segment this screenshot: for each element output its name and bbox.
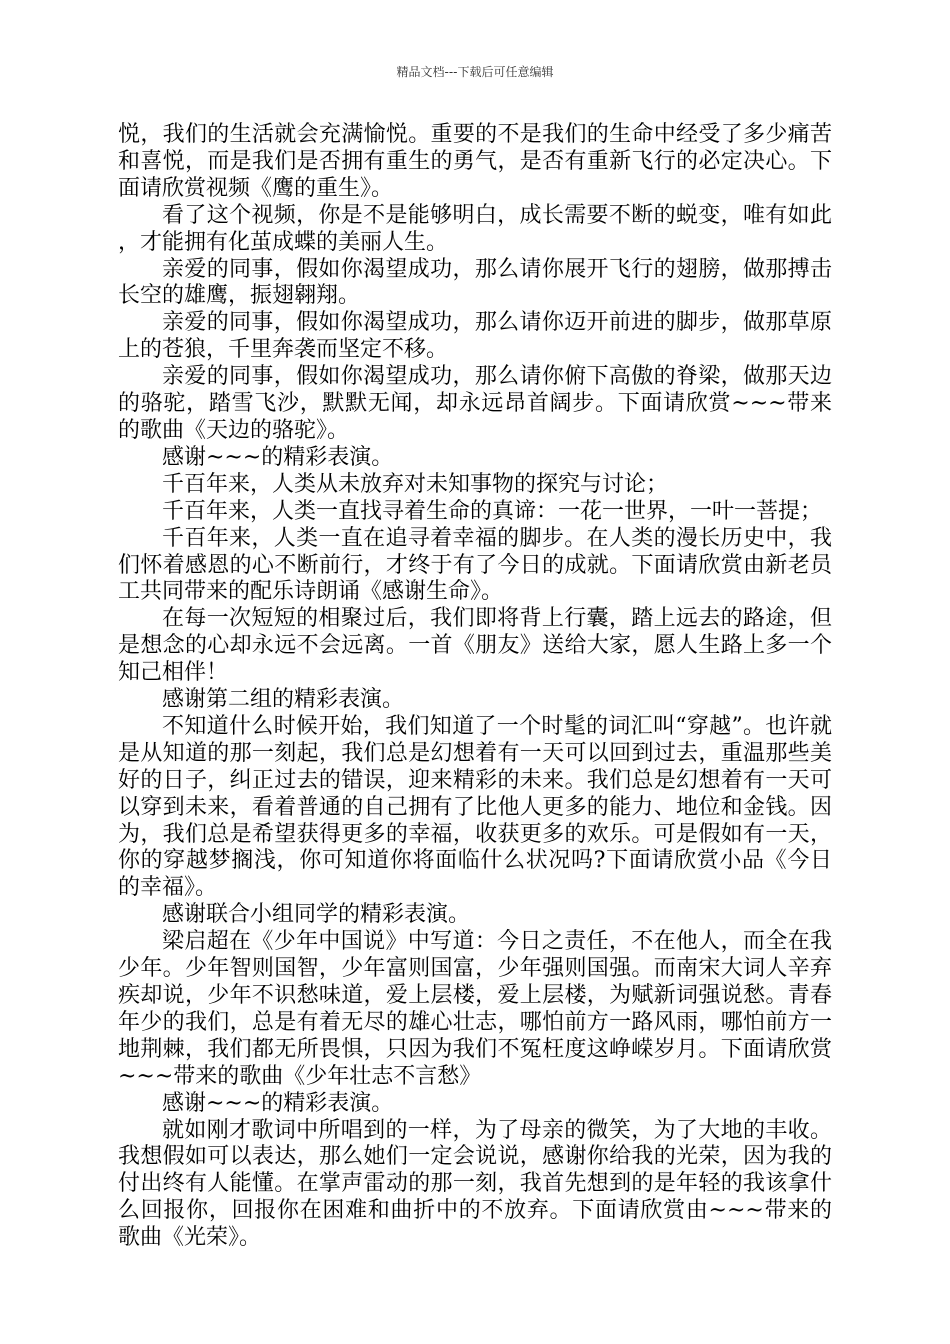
paragraph: 千百年来，人类一直找寻着生命的真谛：一花一世界，一叶一菩提；: [162, 498, 823, 524]
page-header: 精品文档---下载后可任意编辑: [396, 65, 554, 79]
paragraph: 感谢联合小组同学的精彩表演。: [162, 902, 471, 928]
paragraph: 感谢~~~的精彩表演。: [162, 1090, 394, 1116]
paragraph: 梁启超在《少年中国说》中写道：今日之责任，不在他人，而全在我少年。少年智则国智，少年富则国富，少年强则国强。而南宋大词人辛弃疾却说，少年不识愁味道，爱上层楼，爱上层楼，为赋新词强说愁。青春年少的我们，总是有着无尽的雄心壮志，哪怕前方一路风雨，哪怕前方一地荆棘，我们都无所畏惧，只因为我们不冤枉度这峥嵘岁月。下面请欣赏~~~带来的歌曲《少年壮志不言愁》: [118, 929, 832, 1089]
paragraph: 亲爱的同事，假如你渴望成功，那么请你俯下高傲的脊梁，做那天边的骆驼，踏雪飞沙，默默无闻，却永远昂首阔步。下面请欣赏~~~带来的歌曲《天边的骆驼》。: [118, 364, 832, 443]
document-body: [118, 122, 832, 1252]
paragraph: 就如刚才歌词中所唱到的一样，为了母亲的微笑，为了大地的丰收。我想假如可以表达，那么她们一定会说说，感谢你给我的光荣，因为我的付出终有人能懂。在掌声雷动的那一刻，我首先想到的是年轻的我该拿什么回报你，回报你在困难和曲折中的不放弃。下面请欣赏由~~~带来的歌曲《光荣》。: [118, 1117, 832, 1251]
paragraph: 亲爱的同事，假如你渴望成功，那么请你展开飞行的翅膀，做那搏击长空的雄鹰，振翅翱翔。: [118, 256, 832, 309]
paragraph: 亲爱的同事，假如你渴望成功，那么请你迈开前进的脚步，做那草原上的苍狼，千里奔袭而坚定不移。: [118, 310, 832, 363]
paragraph: 感谢~~~的精彩表演。: [162, 444, 394, 470]
paragraph: 千百年来，人类一直在追寻着幸福的脚步。在人类的漫长历史中，我们怀着感恩的心不断前行，才终于有了今日的成就。下面请欣赏由新老员工共同带来的配乐诗朗诵《感谢生命》。: [118, 525, 832, 605]
paragraph: 千百年来，人类从未放弃对未知事物的探究与讨论；: [162, 471, 669, 497]
paragraph: 不知道什么时候开始，我们知道了一个时髦的词汇叫“穿越”。也许就是从知道的那一刻起，我们总是幻想着有一天可以回到过去，重温那些美好的日子，纠正过去的错误，迎来精彩的未来。我们总是幻想着有一天可以穿到未来，看着普通的自己拥有了比他人更多的能力、地位和金钱。因为，我们总是希望获得更多的幸福，收获更多的欢乐。可是假如有一天，你的穿越梦搁浅，你可知道你将面临什么状况吗?下面请欣赏小品《今日的幸福》。: [118, 713, 832, 901]
paragraph: 感谢第二组的精彩表演。: [162, 687, 405, 713]
paragraph: 看了这个视频，你是不是能够明白，成长需要不断的蜕变，唯有如此，才能拥有化茧成蝶的美丽人生。: [118, 202, 832, 255]
paragraph: 悦，我们的生活就会充满愉悦。重要的不是我们的生命中经受了多少痛苦和喜悦，而是我们是否拥有重生的勇气，是否有重新飞行的必定决心。下面请欣赏视频《鹰的重生》。: [118, 122, 832, 201]
paragraph: 在每一次短短的相聚过后，我们即将背上行囊，踏上远去的路途，但是想念的心却永远不会远离。一首《朋友》送给大家，愿人生路上多一个知己相伴！: [118, 606, 832, 686]
